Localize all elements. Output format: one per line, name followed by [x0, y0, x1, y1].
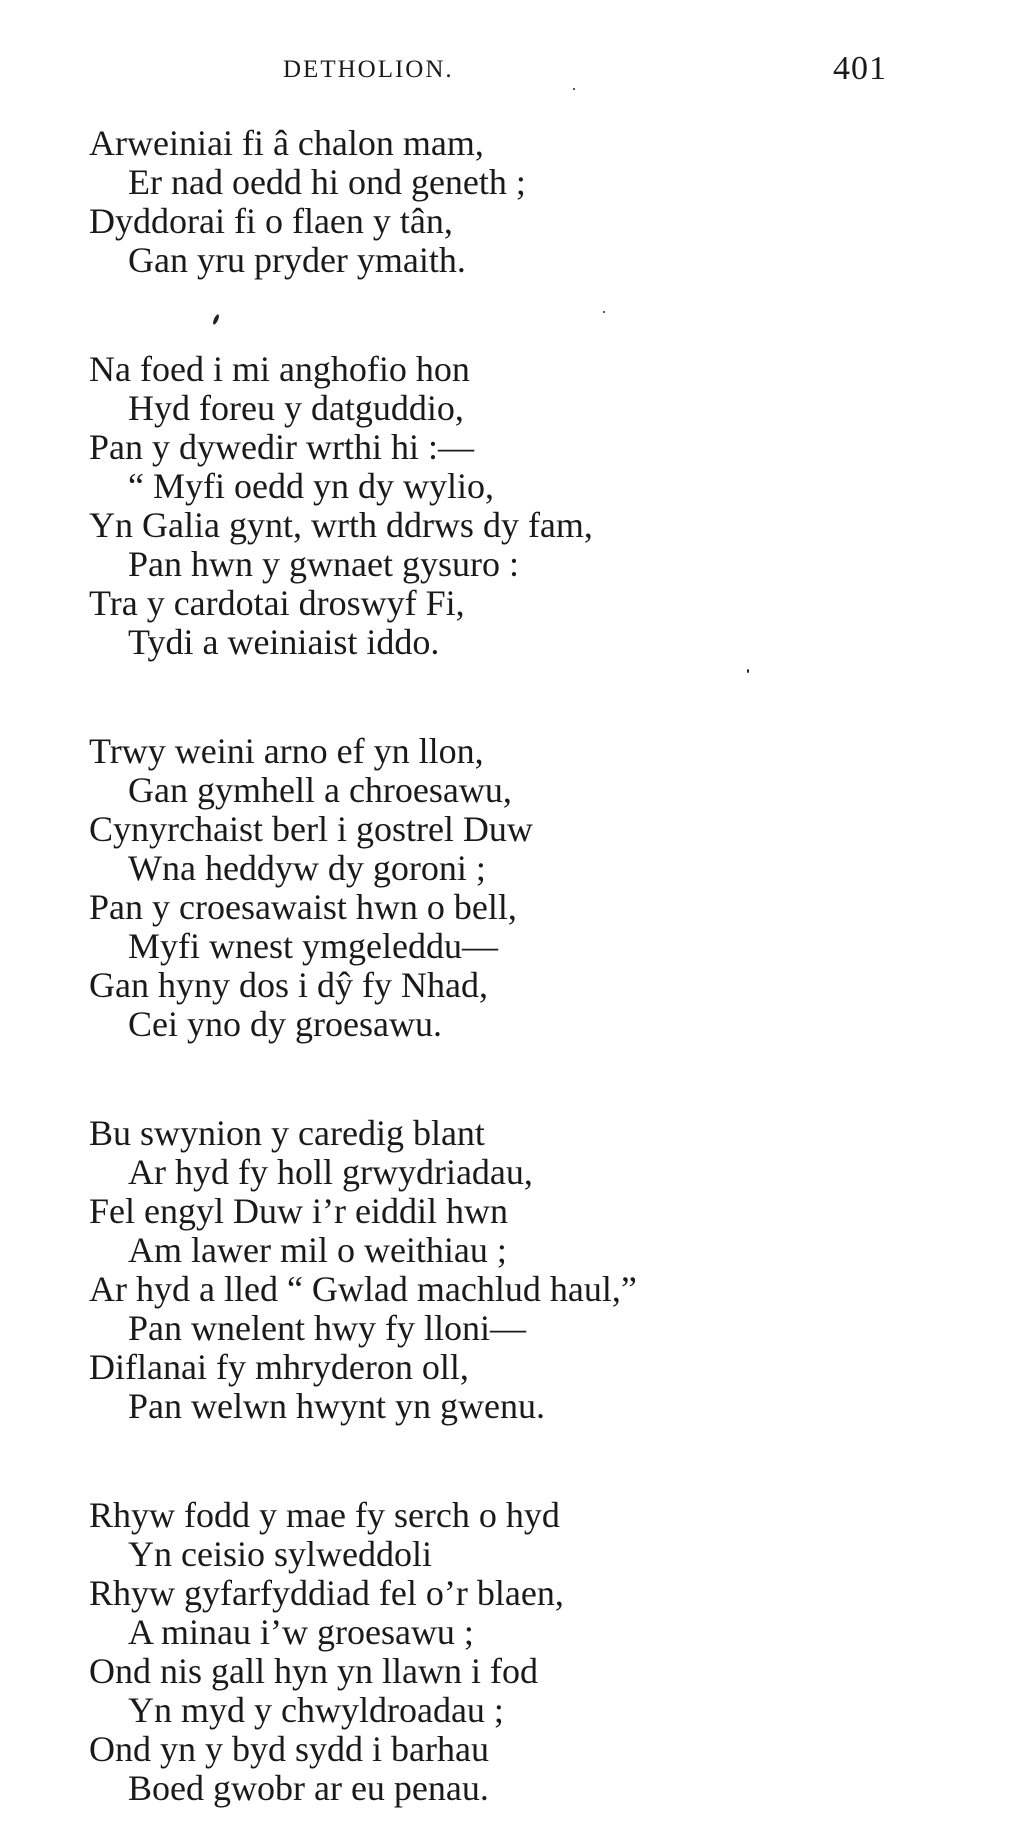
stanza [89, 350, 949, 662]
poem-line: Wna heddyw dy goroni ; [128, 848, 486, 888]
stanza [89, 124, 949, 280]
poem-line: Cei yno dy groesawu. [128, 1004, 442, 1044]
poem-line: Yn ceisio sylweddoli [128, 1534, 432, 1574]
poem-line: Rhyw fodd y mae fy serch o hyd [89, 1495, 560, 1535]
poem-line: Yn Galia gynt, wrth ddrws dy fam, [89, 505, 593, 545]
poem-line: Pan wnelent hwy fy llonі— [128, 1308, 526, 1348]
poem-line: A minau i’w groesawu ; [128, 1612, 474, 1652]
poem-line: Pan hwn y gwnaet gysuro : [128, 544, 519, 584]
running-head [0, 50, 1020, 96]
poem-line: Hyd foreu y datguddio, [128, 388, 464, 428]
poem-line: Na foed i mi anghofio hon [89, 349, 470, 389]
poem-line: Gan hyny dos i dŷ fy Nhad, [89, 965, 488, 1005]
page-number: 401 [833, 50, 887, 87]
stanza [89, 1114, 949, 1426]
poem-line: Dyddorai fi o flaen y tân, [89, 201, 453, 241]
poem-line: Boed gwobr ar eu penau. [128, 1768, 489, 1808]
poem-line: “ Myfi oedd yn dy wylio, [128, 466, 494, 506]
poem-line: Er nad oedd hi ond geneth ; [128, 162, 526, 202]
stanza [89, 732, 949, 1044]
poem-line: Diflanai fy mhryderon oll, [89, 1347, 469, 1387]
poem-line: Ar hyd a lled “ Gwlad machlud haul,” [89, 1269, 637, 1309]
poem-line: Gan yru pryder ymaith. [128, 240, 466, 280]
poem-line: Yn myd y chwyldroadau ; [128, 1690, 504, 1730]
poem-line: Bu swynion y caredig blant [89, 1113, 485, 1153]
poem-line: Gan gymhell a chroesawu, [128, 770, 512, 810]
poem-line: Fel engyl Duw i’r eiddil hwn [89, 1191, 508, 1231]
poem-line: Am lawer mil o weithiau ; [128, 1230, 507, 1270]
poem [89, 124, 949, 1808]
stanza [89, 1496, 949, 1808]
poem-line: Myfi wnest ymgeleddu— [128, 926, 498, 966]
running-title: DETHOLION. [283, 56, 454, 83]
poem-line: Ond yn y byd sydd i barhau [89, 1729, 489, 1769]
poem-line: Ar hyd fy holl grwydriadau, [128, 1152, 533, 1192]
poem-line: Rhyw gyfarfyddiad fel o’r blaen, [89, 1573, 564, 1613]
poem-line: Cynyrchaist berl i gostrel Duw [89, 809, 533, 849]
poem-line: Tra y cardotai droswyf Fi, [89, 583, 465, 623]
poem-line: Pan y dywedir wrthi hi :— [89, 427, 474, 467]
ink-speck [573, 88, 575, 90]
poem-line: Arweiniai fi â chalon mam, [89, 123, 484, 163]
poem-line: Tydi a weiniaist iddo. [128, 622, 440, 662]
poem-line: Ond nis gall hyn yn llawn i fod [89, 1651, 538, 1691]
poem-line: Pan y croesawaist hwn o bell, [89, 887, 517, 927]
poem-line: Pan welwn hwynt yn gwenu. [128, 1386, 545, 1426]
poem-line: Trwy weini arno ef yn llon, [89, 731, 484, 771]
